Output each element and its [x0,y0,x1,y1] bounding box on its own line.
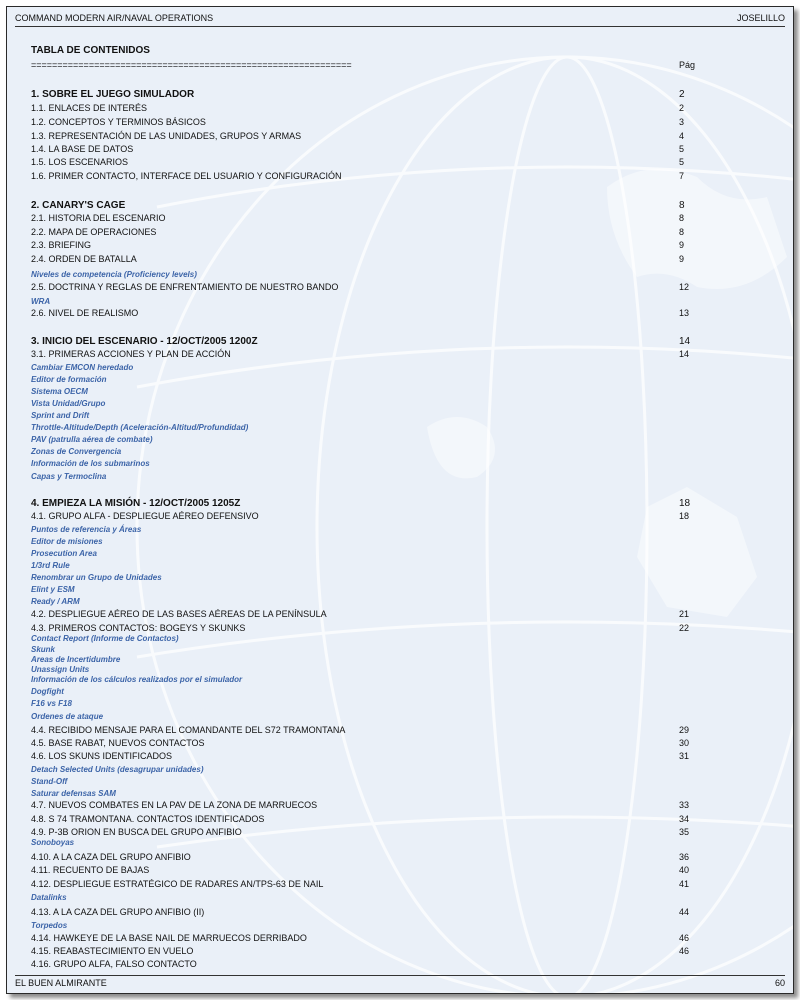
toc-entry-title: WRA [31,297,51,306]
toc-entry-page: 7 [679,171,685,181]
toc-entry-title: 4.3. PRIMEROS CONTACTOS: BOGEYS Y SKUNKS [31,623,246,633]
toc-entry-title: 4.1. GRUPO ALFA - DESPLIEGUE AÉREO DEFENSIVO [31,511,259,521]
toc-entry-title: 2.4. ORDEN DE BATALLA [31,254,137,264]
toc-entry-page: 14 [679,336,691,347]
toc-entry-page: 14 [679,349,690,359]
toc-entry-title: 1.2. CONCEPTOS Y TERMINOS BÁSICOS [31,117,206,127]
toc-entry-title: 4.15. REABASTECIMIENTO EN VUELO [31,946,194,956]
toc-entry-title: Información de los submarinos [31,459,150,468]
toc-entry-title: Datalinks [31,893,67,902]
toc-entry-title: Stand-Off [31,777,68,786]
toc-entry-page: 30 [679,738,690,748]
table-of-contents: TABLA DE CONTENIDOS ============================================================= Pág 1. SOBRE EL JUEGO SIMULADOR 2 1.1. ENLACES DE INTERÉS 2 1.2. CONCEPTOS Y TERMINOS BÁSICOS 3 1.3. REPRESENTACIÓN DE LAS UNIDADES, GRUPOS Y ARMAS 4 1.4. LA BASE DE DATOS 5 1.5. LOS ESCENARIOS 5 1.6. PRIMER CONTACTO, INTERFACE DEL USUARIO Y CONFIGURACIÓN 7 2. CANARY'S CAGE 8 2.1. HISTORIA DEL ESCENARIO 8 2.2. MAPA DE OPERACIONES 8 2.3. BRIEFING 9 2.4. ORDEN DE BATALLA 9 Niveles de competencia (Proficiency levels) 2.5. DOCTRINA Y REGLAS DE ENFRENTAMIENTO DE NUESTRO BANDO 12 WRA 2.6. NIVEL DE REALISMO 13 3. INICIO DEL ESCENARIO - 12/OCT/2005 1200Z 14 3.1. PRIMERAS ACCIONES Y PLAN DE ACCIÓN 14 Cambiar EMCON heredado Editor de formación Sistema OECM Vista Unidad/Grupo Sprint and Drift Throttle-Altitude/Depth (Aceleración-Altitud/Profundidad) PAV (patrulla aérea de combate) Zonas de Convergencia Información de los submarinos Capas y Termoclina 4. EMPIEZA LA MISIÓN - 12/OCT/2005 1205Z 18 4.1. GRUPO ALFA - DESPLIEGUE AÉREO DEFENSIVO 18 Puntos de referencia y Áreas Editor de misiones Prosecution Area 1/3rd Rule Renombrar un Grupo de Unidades Elint y ESM Ready / ARM 4.2. DESPLIEGUE AÉREO DE LAS BASES AÉREAS DE LA PENÍNSULA 21 4.3. PRIMEROS CONTACTOS: BOGEYS Y SKUNKS 22 Contact Report (Informe de Contactos) Skunk Areas de Incertidumbre Unassign Units Información de los cálculos realizados por el simulador Dogfight F16 vs F18 Ordenes de ataque 4.4. RECIBIDO MENSAJE PARA EL COMANDANTE DEL S72 TRAMONTANA 29 4.5. BASE RABAT, NUEVOS CONTACTOS 30 4.6. LOS SKUNS IDENTIFICADOS 31 Detach Selected Units (desagrupar unidades) Stand-Off Saturar defensas SAM 4.7. NUEVOS COMBATES EN LA PAV DE LA ZONA DE MARRUECOS 33 4.8. S 74 TRAMONTANA. CONTACTOS IDENTIFICADOS 34 4.9. P-3B ORION EN BUSCA DEL GRUPO ANFIBIO 35 Sonoboyas 4.10. A LA CAZA DEL GRUPO ANFIBIO 36 4.11. RECUENTO DE BAJAS 40 4.12. DESPLIEGUE ESTRATÉGICO DE RADARES AN/TPS-63 DE NAIL 41 Datalinks 4.13. A LA CAZA DEL GRUPO ANFIBIO (II) 44 Torpedos 4.14. HAWKEYE DE LA BASE NAIL DE MARRUECOS DERRIBADO 46 4.15. REABASTECIMIENTO EN VUELO 46 4.16. GRUPO ALFA, FALSO CONTACTO [31,45,696,969]
toc-entry-page: 21 [679,609,690,619]
toc-entry-title: Renombrar un Grupo de Unidades [31,573,162,582]
toc-entry-title: 3.1. PRIMERAS ACCIONES Y PLAN DE ACCIÓN [31,349,231,359]
toc-entry-title: Dogfight [31,687,64,696]
header-title: COMMAND MODERN AIR/NAVAL OPERATIONS [15,13,214,23]
toc-entry-page: 18 [679,498,691,509]
page-column-header: Pág [679,60,696,70]
toc-entry-title: 4.14. HAWKEYE DE LA BASE NAIL DE MARRUECOS DERRIBADO [31,933,307,943]
page-footer [15,975,785,991]
toc-entry-page: 44 [679,907,690,917]
toc-entry-page: 22 [679,623,690,633]
toc-entry-title: 4.8. S 74 TRAMONTANA. CONTACTOS IDENTIFICADOS [31,814,265,824]
toc-entry-page: 5 [679,157,685,167]
toc-entry-page: 40 [679,865,690,875]
toc-entry-title: Detach Selected Units (desagrupar unidades) [31,765,204,774]
toc-entry-title: 2.6. NIVEL DE REALISMO [31,308,139,318]
toc-entry-title: Saturar defensas SAM [31,789,116,798]
toc-entry-page: 31 [679,751,690,761]
toc-entry-page: 33 [679,800,690,810]
toc-entry-title: Torpedos [31,921,68,930]
toc-entry-page: 29 [679,725,690,735]
toc-entry-page: 2 [679,89,685,100]
toc-entry-page: 8 [679,227,685,237]
toc-entry-title: Elint y ESM [31,585,75,594]
toc-entry-title: Ordenes de ataque [31,712,104,721]
toc-entry-title: 4.6. LOS SKUNS IDENTIFICADOS [31,751,173,761]
header-author: JOSELILLO [736,13,785,23]
toc-entry-title: Unassign Units [31,665,90,674]
toc-entry-title: Sonoboyas [31,838,75,847]
toc-entry-title: Niveles de competencia (Proficiency levels) [31,270,197,279]
toc-entry-page: 46 [679,933,690,943]
toc-entry-title: 4.5. BASE RABAT, NUEVOS CONTACTOS [31,738,205,748]
toc-entry-title: 2. CANARY'S CAGE [31,200,126,211]
toc-entry-page: 9 [679,254,685,264]
toc-entry-page: 8 [679,200,685,211]
toc-entry-title: Zonas de Convergencia [31,447,122,456]
toc-entry-title: Vista Unidad/Grupo [31,399,106,408]
toc-entry-page: 36 [679,852,690,862]
toc-entry-page: 41 [679,879,690,889]
toc-entry-title: Sprint and Drift [31,411,90,420]
toc-entry-title: Ready / ARM [31,597,80,606]
toc-entry-title: 2.5. DOCTRINA Y REGLAS DE ENFRENTAMIENTO DE NUESTRO BANDO [31,282,339,292]
toc-entry-page: 8 [679,213,685,223]
toc-entry-title: 2.3. BRIEFING [31,240,92,250]
toc-entry-title: Skunk [31,645,56,654]
toc-entry-title: Cambiar EMCON heredado [31,363,134,372]
toc-entry-title: Sistema OECM [31,387,88,396]
toc-entry-page: 46 [679,946,690,956]
toc-entry-title: 1.6. PRIMER CONTACTO, INTERFACE DEL USUARIO Y CONFIGURACIÓN [31,171,342,181]
toc-entry-title: 1.3. REPRESENTACIÓN DE LAS UNIDADES, GRUPOS Y ARMAS [31,131,302,141]
toc-entry-title: 2.2. MAPA DE OPERACIONES [31,227,157,237]
toc-entry-title: 1.5. LOS ESCENARIOS [31,157,129,167]
toc-entry-page: 13 [679,308,690,318]
toc-entry-title: 4.7. NUEVOS COMBATES EN LA PAV DE LA ZONA DE MARRUECOS [31,800,318,810]
toc-entry-title: 3. INICIO DEL ESCENARIO - 12/OCT/2005 1200Z [31,336,258,347]
toc-entry-page: 3 [679,117,685,127]
toc-entry-title: 4.10. A LA CAZA DEL GRUPO ANFIBIO [31,852,191,862]
toc-entry-title: 4. EMPIEZA LA MISIÓN - 12/OCT/2005 1205Z [31,498,241,509]
toc-entry-title: PAV (patrulla aérea de combate) [31,435,153,444]
toc-entry-title: 4.11. RECUENTO DE BAJAS [31,865,150,875]
toc-entry-page: 2 [679,103,685,113]
toc-entry-title: Editor de misiones [31,537,103,546]
toc-entry-title: Capas y Termoclina [31,472,107,481]
toc-entry-page: 9 [679,240,685,250]
toc-entry-title: 4.4. RECIBIDO MENSAJE PARA EL COMANDANTE DEL S72 TRAMONTANA [31,725,346,735]
toc-entry-page: 4 [679,131,685,141]
toc-entry-title: Puntos de referencia y Áreas [31,525,142,534]
toc-entry-page: 35 [679,827,690,837]
toc-entry-page: 34 [679,814,690,824]
toc-entry-title: 1. SOBRE EL JUEGO SIMULADOR [31,89,195,100]
toc-entry-title: 2.1. HISTORIA DEL ESCENARIO [31,213,166,223]
toc-entry-title: 4.12. DESPLIEGUE ESTRATÉGICO DE RADARES AN/TPS-63 DE NAIL [31,879,324,889]
toc-entry-title: Contact Report (Informe de Contactos) [31,634,179,643]
toc-entry-title: Prosecution Area [31,549,97,558]
toc-entry-title: 1.1. ENLACES DE INTERÉS [31,103,148,113]
document-page [6,6,794,994]
toc-entry-page: 5 [679,144,685,154]
toc-entry-title: 1/3rd Rule [31,561,70,570]
toc-entry-page: 12 [679,282,690,292]
toc-entry-title: 4.9. P-3B ORION EN BUSCA DEL GRUPO ANFIBIO [31,827,242,837]
toc-entry-title: F16 vs F18 [31,699,72,708]
toc-entry-title: Areas de Incertidumbre [31,655,121,664]
toc-entry-title: Throttle-Altitude/Depth (Aceleración-Altitud/Profundidad) [31,423,249,432]
toc-entry-title: 4.16. GRUPO ALFA, FALSO CONTACTO [31,959,197,969]
toc-entry-title: 1.4. LA BASE DE DATOS [31,144,134,154]
toc-entry-page: 18 [679,511,690,521]
footer-author: EL BUEN ALMIRANTE [15,978,107,988]
toc-entry-title: Editor de formación [31,375,107,384]
toc-entry-title: 4.2. DESPLIEGUE AÉREO DE LAS BASES AÉREAS DE LA PENÍNSULA [31,609,327,619]
toc-entry-title: Información de los cálculos realizados por el simulador [31,675,243,684]
toc-entry-title: 4.13. A LA CAZA DEL GRUPO ANFIBIO (II) [31,907,205,917]
page-number: 60 [774,978,785,988]
